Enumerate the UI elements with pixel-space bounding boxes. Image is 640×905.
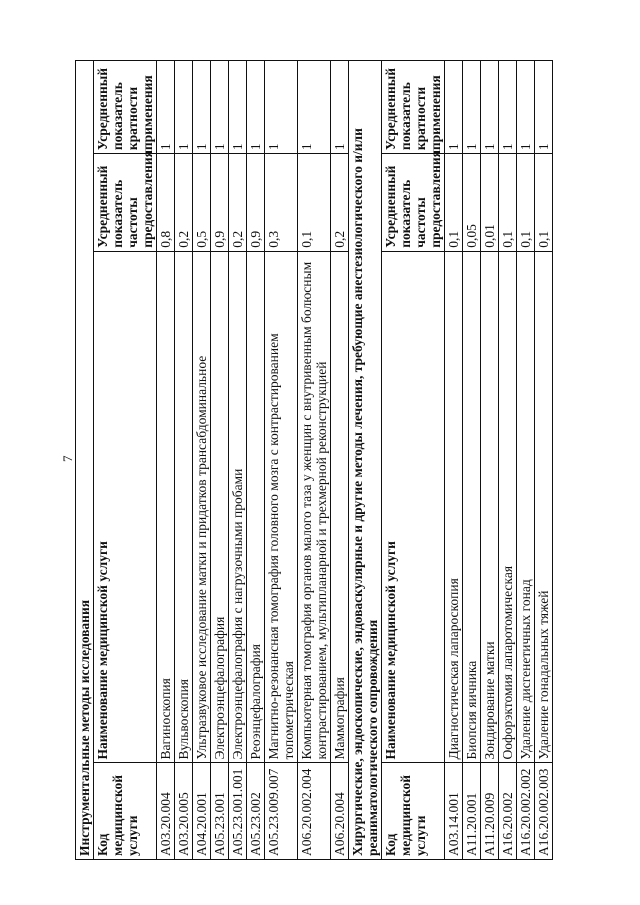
cell-code: A03.20.005 [175, 763, 193, 860]
rotated-page-content [75, 60, 612, 860]
table-row [193, 61, 211, 860]
table-row [499, 61, 517, 860]
cell-code: A04.20.001 [193, 763, 211, 860]
table-row [463, 61, 481, 860]
cell-name: Электроэнцефалография [211, 251, 229, 763]
table-row [298, 61, 331, 860]
cell-name: Ультразвуковое исследование матки и придатков трансабдоминальное [193, 251, 211, 763]
cell-name: Биопсия яичника [463, 251, 481, 763]
table-row [517, 61, 535, 860]
header-multiplicity: Усредненный показатель кратности применения [94, 61, 157, 154]
cell-code: A05.23.001.001 [229, 763, 247, 860]
table-header-row [94, 61, 157, 860]
cell-multiplicity: 1 [535, 61, 553, 154]
table-row [535, 61, 553, 860]
table-row [247, 61, 265, 860]
cell-name: Оофорэктомия лапаротомическая [499, 251, 517, 763]
page-number: 7 [60, 455, 75, 462]
instrumental-section-title: Инструментальные методы исследования [75, 60, 93, 860]
header-name: Наименование медицинской услуги [94, 251, 157, 763]
cell-multiplicity: 1 [265, 61, 298, 154]
cell-frequency: 0,9 [211, 154, 229, 252]
cell-code: A11.20.009 [481, 763, 499, 860]
surgical-table [381, 60, 553, 860]
cell-name: Компьютерная томография органов малого таза у женщин с внутривенным болюсным контрастированием, мультипланарной и трехмерной реконструкцией [298, 251, 331, 763]
cell-code: A05.23.001 [211, 763, 229, 860]
header-code: Код медицинской услуги [382, 763, 445, 860]
cell-multiplicity: 1 [211, 61, 229, 154]
cell-name: Диагностическая лапароскопия [445, 251, 463, 763]
cell-frequency: 0,01 [481, 154, 499, 252]
cell-multiplicity: 1 [193, 61, 211, 154]
cell-frequency: 0,2 [229, 154, 247, 252]
table-row [229, 61, 247, 860]
table-row [211, 61, 229, 860]
cell-code: A06.20.002.004 [298, 763, 331, 860]
cell-frequency: 0,1 [298, 154, 331, 252]
cell-multiplicity: 1 [229, 61, 247, 154]
header-code: Код медицинской услуги [94, 763, 157, 860]
instrumental-table [93, 60, 349, 860]
cell-name: Зондирование матки [481, 251, 499, 763]
cell-name: Удаление гонадальных тяжей [535, 251, 553, 763]
cell-multiplicity: 1 [331, 61, 349, 154]
instrumental-rows [157, 61, 349, 860]
cell-frequency: 0,5 [193, 154, 211, 252]
header-frequency: Усредненный показатель частоты предоставления [382, 154, 445, 252]
cell-code: A16.20.002 [499, 763, 517, 860]
cell-frequency: 0,1 [535, 154, 553, 252]
cell-code: A06.20.004 [331, 763, 349, 860]
cell-code: A05.23.009.007 [265, 763, 298, 860]
table-row [481, 61, 499, 860]
cell-code: A03.14.001 [445, 763, 463, 860]
surgical-rows [445, 61, 553, 860]
cell-name: Маммография [331, 251, 349, 763]
table-row [157, 61, 175, 860]
cell-code: A05.23.002 [247, 763, 265, 860]
table-row [175, 61, 193, 860]
cell-name: Вагиноскопия [157, 251, 175, 763]
cell-name: Магнитно-резонансная томография головного мозга с контрастированием топометрическая [265, 251, 298, 763]
cell-multiplicity: 1 [175, 61, 193, 154]
table-header-row [382, 61, 445, 860]
cell-frequency: 0,2 [331, 154, 349, 252]
header-multiplicity: Усредненный показатель кратности применения [382, 61, 445, 154]
cell-multiplicity: 1 [157, 61, 175, 154]
cell-code: A03.20.004 [157, 763, 175, 860]
cell-code: A16.20.002.003 [535, 763, 553, 860]
cell-multiplicity: 1 [499, 61, 517, 154]
cell-multiplicity: 1 [445, 61, 463, 154]
cell-frequency: 0,3 [265, 154, 298, 252]
cell-frequency: 0,8 [157, 154, 175, 252]
table-row [445, 61, 463, 860]
cell-name: Вульвоскопия [175, 251, 193, 763]
cell-code: A11.20.001 [463, 763, 481, 860]
table-row [331, 61, 349, 860]
cell-code: A16.20.002.002 [517, 763, 535, 860]
cell-frequency: 0,1 [499, 154, 517, 252]
header-name: Наименование медицинской услуги [382, 251, 445, 763]
cell-frequency: 0,1 [445, 154, 463, 252]
cell-frequency: 0,1 [517, 154, 535, 252]
cell-frequency: 0,2 [175, 154, 193, 252]
cell-multiplicity: 1 [298, 61, 331, 154]
surgical-section-title: Хирургические, эндоскопические, эндоваскулярные и другие методы лечения, требующие анестезиологического и/или реаниматологического сопровождения [349, 60, 381, 860]
header-frequency: Усредненный показатель частоты предоставления [94, 154, 157, 252]
cell-multiplicity: 1 [517, 61, 535, 154]
cell-frequency: 0,05 [463, 154, 481, 252]
cell-multiplicity: 1 [247, 61, 265, 154]
cell-multiplicity: 1 [481, 61, 499, 154]
table-row [265, 61, 298, 860]
cell-name: Удаление дисгенетичных гонад [517, 251, 535, 763]
cell-name: Электроэнцефалография с нагрузочными пробами [229, 251, 247, 763]
cell-frequency: 0,9 [247, 154, 265, 252]
cell-multiplicity: 1 [463, 61, 481, 154]
cell-name: Реоэнцефалография [247, 251, 265, 763]
